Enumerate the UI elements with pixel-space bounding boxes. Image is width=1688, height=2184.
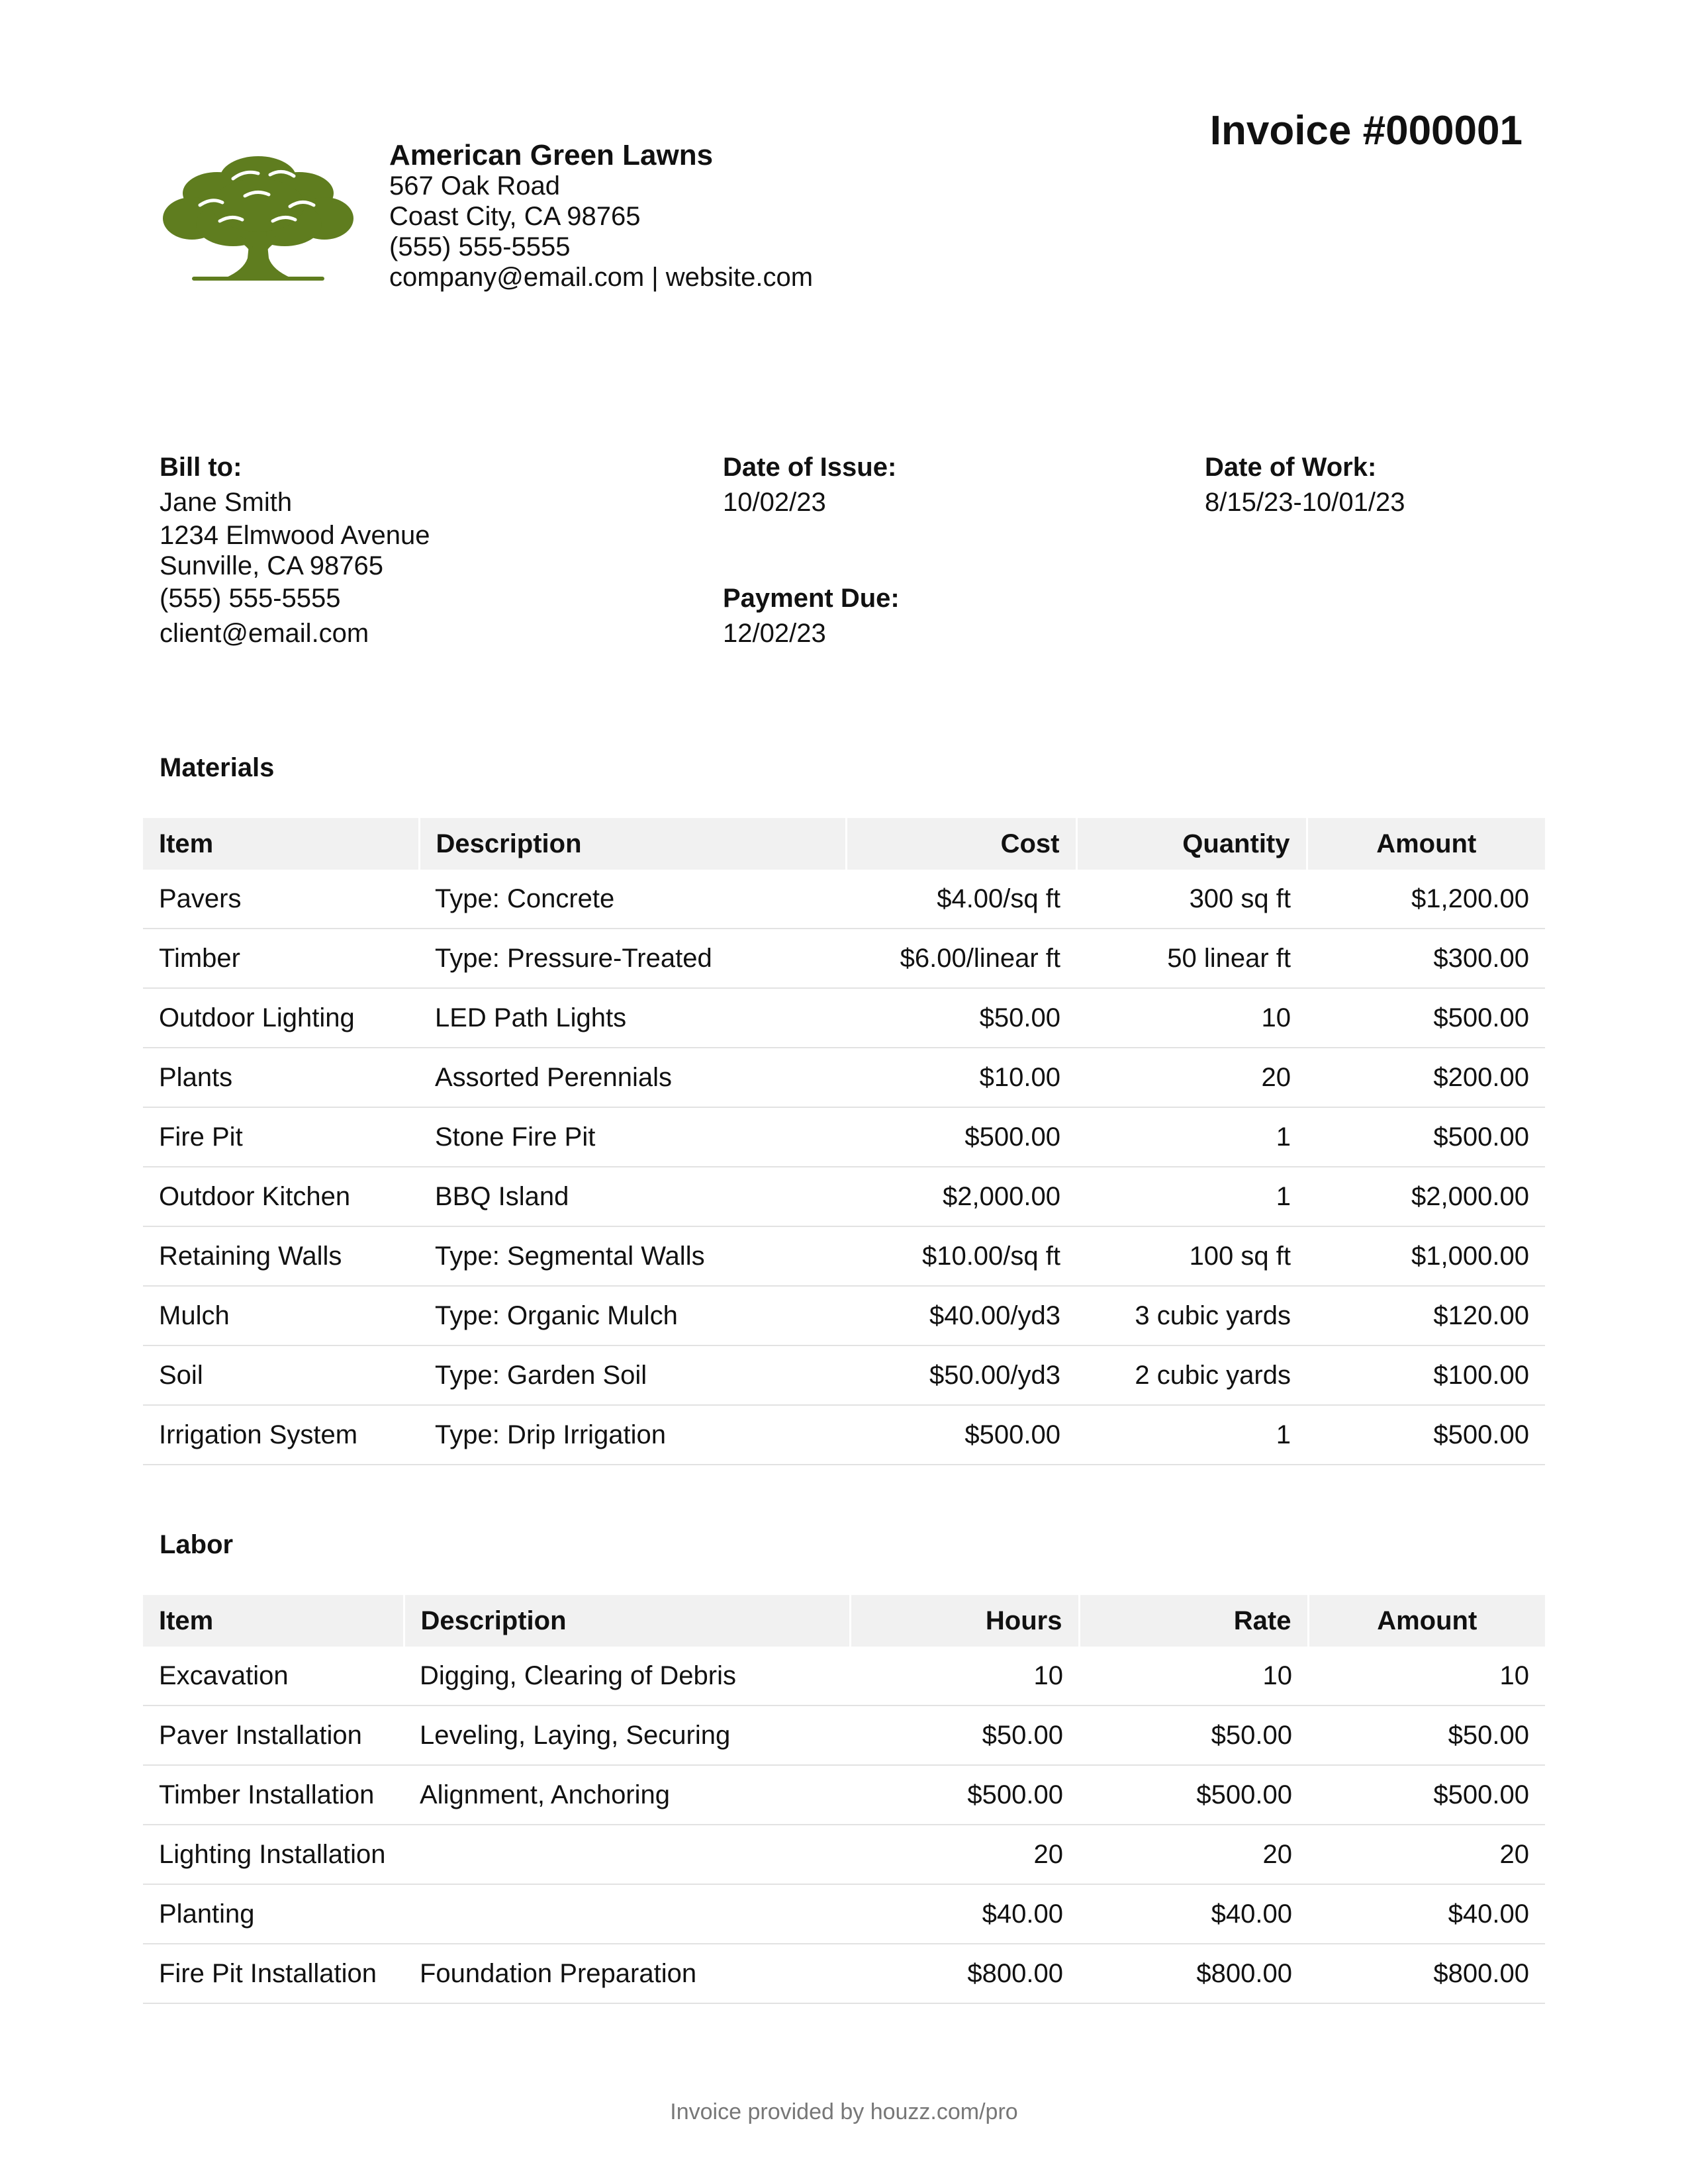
payment-due-value: 12/02/23 [723,619,826,648]
column-header: Amount [1308,1595,1545,1647]
rate-cell: 20 [1079,1825,1308,1884]
description-cell [404,1825,850,1884]
table-row [143,1706,1545,1765]
quantity-cell: 10 [1076,988,1307,1048]
table-row [143,1944,1545,2003]
client-address-line1: 1234 Elmwood Avenue [160,521,430,550]
description-cell: Alignment, Anchoring [404,1765,850,1825]
item-cell: Soil [143,1345,419,1405]
date-of-issue-block [723,450,896,520]
cost-cell: $10.00 [846,1048,1076,1107]
cost-cell: $6.00/linear ft [846,929,1076,988]
client-phone: (555) 555-5555 [160,584,341,613]
amount-cell: $200.00 [1307,1048,1545,1107]
item-cell: Pavers [143,870,419,929]
amount-cell: $500.00 [1307,1107,1545,1167]
table-row [143,1825,1545,1884]
company-info [389,140,813,293]
invoice-title: Invoice #000001 [1209,108,1523,154]
company-logo [159,152,357,285]
column-header: Item [143,818,419,870]
quantity-cell: 3 cubic yards [1076,1286,1307,1345]
quantity-cell: 300 sq ft [1076,870,1307,929]
tree-icon [159,152,357,285]
description-cell: Digging, Clearing of Debris [404,1647,850,1706]
company-address-line2: Coast City, CA 98765 [389,202,641,231]
column-header: Quantity [1076,818,1307,870]
company-address-line1: 567 Oak Road [389,171,560,201]
materials-title: Materials [160,753,275,782]
description-cell: Type: Pressure-Treated [419,929,846,988]
hours-cell: 20 [850,1825,1079,1884]
date-of-work-value: 8/15/23-10/01/23 [1205,488,1405,517]
bill-to-label: Bill to: [160,453,242,482]
footer-note: Invoice provided by houzz.com/pro [670,2099,1018,2124]
column-header: Amount [1307,818,1545,870]
rate-cell: $50.00 [1079,1706,1308,1765]
description-cell: Stone Fire Pit [419,1107,846,1167]
table-row [143,1167,1545,1226]
item-cell: Irrigation System [143,1405,419,1465]
description-cell: Type: Concrete [419,870,846,929]
quantity-cell: 2 cubic yards [1076,1345,1307,1405]
description-cell: Type: Organic Mulch [419,1286,846,1345]
cost-cell: $500.00 [846,1405,1076,1465]
item-cell: Retaining Walls [143,1226,419,1286]
quantity-cell: 20 [1076,1048,1307,1107]
table-row [143,1286,1545,1345]
item-cell: Outdoor Lighting [143,988,419,1048]
table-row [143,988,1545,1048]
date-of-issue-label: Date of Issue: [723,453,897,482]
hours-cell: $500.00 [850,1765,1079,1825]
item-cell: Planting [143,1884,404,1944]
amount-cell: $50.00 [1308,1706,1545,1765]
rate-cell: $40.00 [1079,1884,1308,1944]
amount-cell: $100.00 [1307,1345,1545,1405]
cost-cell: $2,000.00 [846,1167,1076,1226]
description-cell: Type: Garden Soil [419,1345,846,1405]
item-cell: Lighting Installation [143,1825,404,1884]
cost-cell: $40.00/yd3 [846,1286,1076,1345]
table-row [143,1345,1545,1405]
cost-cell: $10.00/sq ft [846,1226,1076,1286]
table-row [143,1226,1545,1286]
cost-cell: $50.00/yd3 [846,1345,1076,1405]
hours-cell: $40.00 [850,1884,1079,1944]
description-cell: LED Path Lights [419,988,846,1048]
cost-cell: $4.00/sq ft [846,870,1076,929]
column-header: Hours [850,1595,1079,1647]
table-row [143,870,1545,929]
table-row [143,1884,1545,1944]
cost-cell: $500.00 [846,1107,1076,1167]
bill-to-block [160,450,430,651]
description-cell [404,1884,850,1944]
item-cell: Timber Installation [143,1765,404,1825]
amount-cell: $500.00 [1307,1405,1545,1465]
table-row [143,1647,1545,1706]
table-row [143,1048,1545,1107]
item-cell: Outdoor Kitchen [143,1167,419,1226]
column-header: Rate [1079,1595,1308,1647]
amount-cell: $500.00 [1308,1765,1545,1825]
table-row [143,1405,1545,1465]
rate-cell: $800.00 [1079,1944,1308,2003]
company-name: American Green Lawns [389,139,714,171]
amount-cell: $1,200.00 [1307,870,1545,929]
amount-cell: $40.00 [1308,1884,1545,1944]
hours-cell: 10 [850,1647,1079,1706]
quantity-cell: 50 linear ft [1076,929,1307,988]
date-of-issue-value: 10/02/23 [723,488,826,517]
company-contact: company@email.com | website.com [389,263,814,292]
item-cell: Paver Installation [143,1706,404,1765]
date-of-work-block [1205,450,1405,520]
payment-due-label: Payment Due: [723,584,900,613]
description-cell: Type: Drip Irrigation [419,1405,846,1465]
quantity-cell: 1 [1076,1405,1307,1465]
item-cell: Timber [143,929,419,988]
quantity-cell: 100 sq ft [1076,1226,1307,1286]
item-cell: Mulch [143,1286,419,1345]
labor-table [143,1595,1545,2004]
client-name: Jane Smith [160,488,293,517]
labor-header-row [143,1595,1545,1647]
amount-cell: $2,000.00 [1307,1167,1545,1226]
materials-table [143,818,1545,1465]
table-row [143,1765,1545,1825]
table-row [143,1107,1545,1167]
hours-cell: $50.00 [850,1706,1079,1765]
table-row [143,929,1545,988]
item-cell: Plants [143,1048,419,1107]
client-address-line2: Sunville, CA 98765 [160,551,384,580]
column-header: Description [404,1595,850,1647]
amount-cell: $300.00 [1307,929,1545,988]
quantity-cell: 1 [1076,1167,1307,1226]
amount-cell: $800.00 [1308,1944,1545,2003]
amount-cell: $500.00 [1307,988,1545,1048]
materials-header-row [143,818,1545,870]
amount-cell: 20 [1308,1825,1545,1884]
rate-cell: 10 [1079,1647,1308,1706]
date-of-work-label: Date of Work: [1205,453,1377,482]
item-cell: Fire Pit Installation [143,1944,404,2003]
item-cell: Excavation [143,1647,404,1706]
quantity-cell: 1 [1076,1107,1307,1167]
hours-cell: $800.00 [850,1944,1079,2003]
column-header: Cost [846,818,1076,870]
description-cell: Foundation Preparation [404,1944,850,2003]
description-cell: BBQ Island [419,1167,846,1226]
description-cell: Type: Segmental Walls [419,1226,846,1286]
amount-cell: $120.00 [1307,1286,1545,1345]
client-email: client@email.com [160,619,369,648]
amount-cell: 10 [1308,1647,1545,1706]
company-phone: (555) 555-5555 [389,232,571,261]
amount-cell: $1,000.00 [1307,1226,1545,1286]
item-cell: Fire Pit [143,1107,419,1167]
description-cell: Assorted Perennials [419,1048,846,1107]
column-header: Item [143,1595,404,1647]
description-cell: Leveling, Laying, Securing [404,1706,850,1765]
labor-title: Labor [160,1530,234,1559]
cost-cell: $50.00 [846,988,1076,1048]
column-header: Description [419,818,846,870]
rate-cell: $500.00 [1079,1765,1308,1825]
payment-due-block [723,581,900,651]
